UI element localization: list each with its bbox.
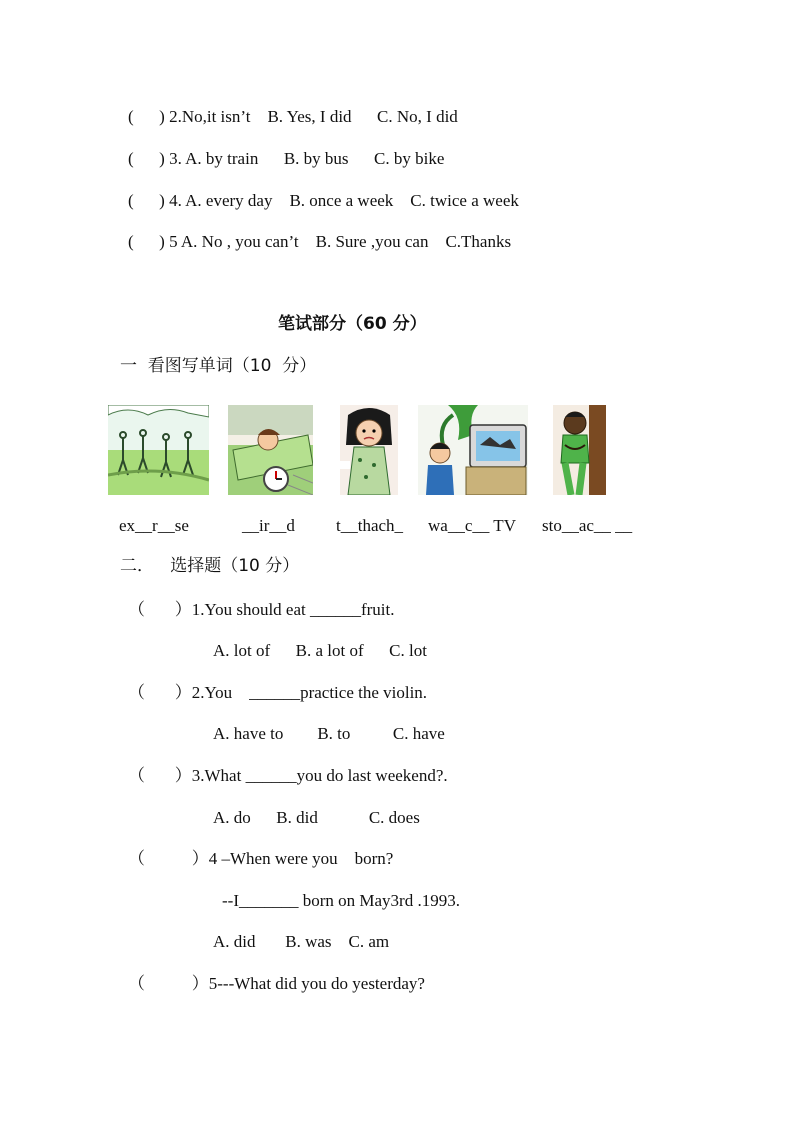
part2-heading: 二． 选择题（10 分） xyxy=(120,556,300,576)
hint-exercise: ex__r__se xyxy=(119,516,189,535)
mc-question-2: （ ）2.You ______practice the violin. xyxy=(128,683,428,702)
mc-options-4: A. did B. was C. am xyxy=(213,932,390,951)
mc-question-4-answer: --I_______ born on May3rd .1993. xyxy=(222,891,460,910)
mc-question-3: （ ）3.What ______you do last weekend?. xyxy=(128,766,448,785)
hint-watch-tv: wa__c__ TV xyxy=(428,516,516,535)
listening-question-3: ( ) 3. A. by train B. by bus C. by bike xyxy=(128,149,445,168)
hint-toothache: t__thach_ xyxy=(336,516,404,535)
watch-tv-picture xyxy=(418,405,528,495)
exercise-picture xyxy=(108,405,209,495)
hint-bird: __ir__d xyxy=(242,516,295,535)
hint-stomachache: sto__ac__ __ xyxy=(542,516,633,535)
toothache-picture xyxy=(340,405,398,495)
listening-question-2: ( ) 2.No,it isn’t B. Yes, I did C. No, I did xyxy=(128,107,458,126)
listening-question-5: ( ) 5 A. No , you can’t B. Sure ,you can C.Thanks xyxy=(128,232,512,251)
part1-heading: 一 看图写单词（10 分） xyxy=(120,356,317,376)
mc-options-2: A. have to B. to C. have xyxy=(213,724,445,743)
mc-options-1: A. lot of B. a lot of C. lot xyxy=(213,641,427,660)
mc-question-5: （ ）5---What did you do yesterday? xyxy=(128,974,425,993)
mc-options-3: A. do B. did C. does xyxy=(213,808,420,827)
stomachache-picture xyxy=(553,405,606,495)
listening-question-4: ( ) 4. A. every day B. once a week C. twice a week xyxy=(128,191,519,210)
bird-picture xyxy=(228,405,313,495)
mc-question-4: （ ）4 –When were you born? xyxy=(128,849,394,868)
mc-question-1: （ ）1.You should eat ______fruit. xyxy=(128,600,395,619)
section-title: 笔试部分（60 分） xyxy=(278,314,427,334)
